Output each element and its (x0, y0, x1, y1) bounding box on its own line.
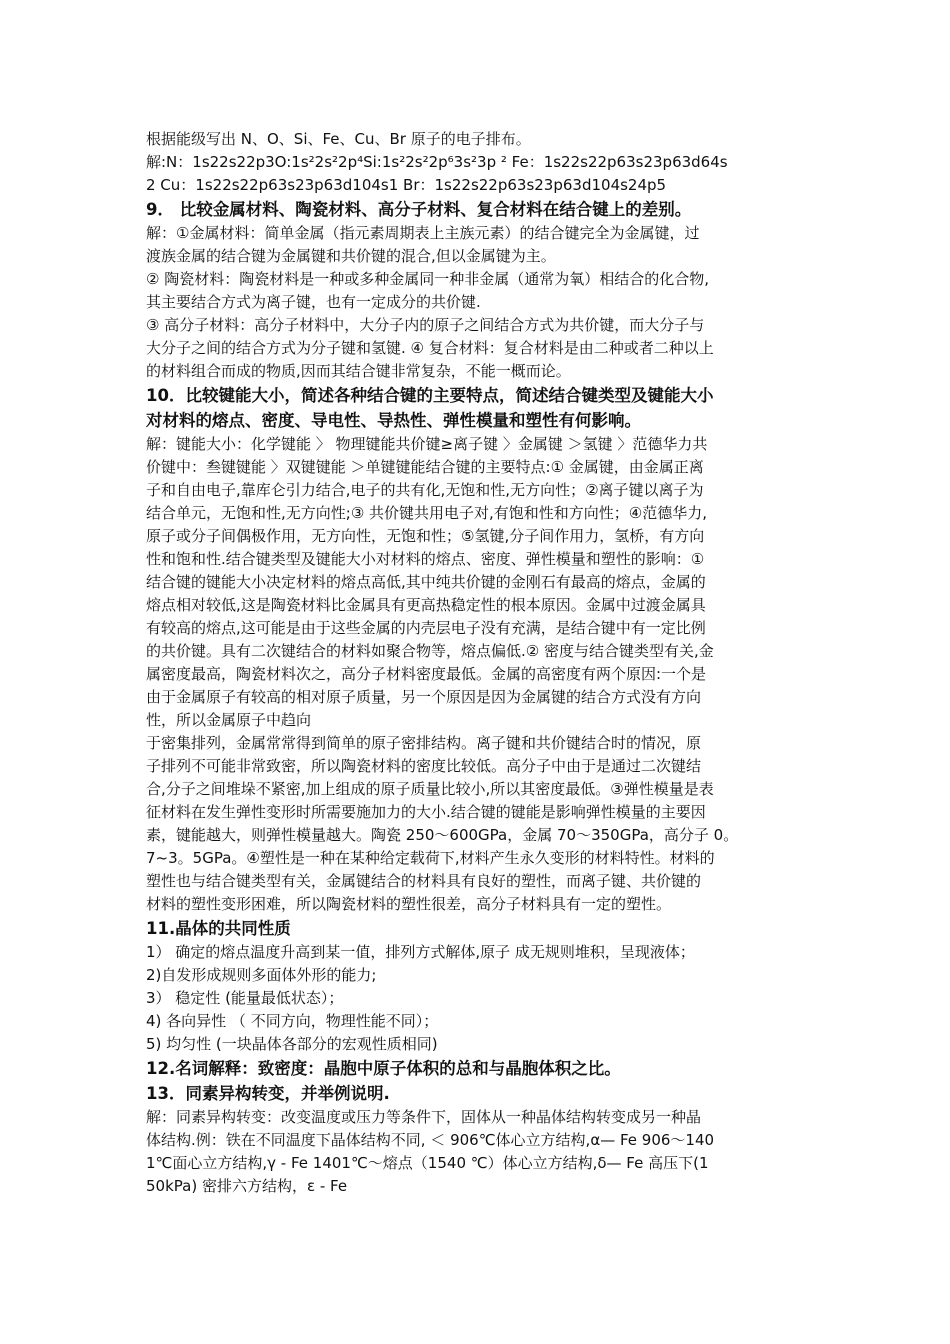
text-line: 根据能级写出 N、O、Si、Fe、Cu、Br 原子的电子排布。 (146, 130, 531, 148)
text-line: 子和自由电子,靠库仑引力结合,电子的共有化,无饱和性,无方向性；②离子键以离子为 (146, 481, 704, 499)
text-line: 的材料组合而成的物质,因而其结合键非常复杂，不能一概而论。 (146, 362, 571, 380)
section-heading: 12.名词解释：致密度：晶胞中原子体积的总和与晶胞体积之比。 (146, 1059, 621, 1078)
text-line: 体结构.例：铁在不同温度下晶体结构不同, ＜ 906℃体心立方结构,α— Fe 906～140 (146, 1131, 715, 1149)
text-line: 1℃面心立方结构,γ - Fe 1401℃～熔点（1540 ℃）体心立方结构,δ— Fe 高压下(1 (146, 1154, 709, 1172)
section-heading: 11.晶体的共同性质 (146, 919, 291, 938)
text-line: 解:N：1s22s22p3O:1s²2s²2p⁴Si:1s²2s²2p⁶3s²3p ² Fe：1s22s22p63s23p63d64s (146, 153, 728, 171)
text-line: 有较高的熔点,这可能是由于这些金属的内壳层电子没有充满，是结合键中有一定比例 (146, 619, 706, 637)
text-line: 解：同素异构转变：改变温度或压力等条件下，固体从一种晶体结构转变成另一种晶 (146, 1108, 702, 1126)
text-line: ② 陶瓷材料：陶瓷材料是一种或多种金属同一种非金属（通常为氧）相结合的化合物, (146, 270, 709, 288)
text-line: 性，所以金属原子中趋向 (146, 711, 312, 729)
section-heading: 13．同素异构转变，并举例说明. (146, 1084, 390, 1103)
text-line: 材料的塑性变形困难，所以陶瓷材料的塑性很差，高分子材料具有一定的塑性。 (146, 895, 672, 913)
text-line: 5) 均匀性 (一块晶体各部分的宏观性质相同) (146, 1035, 438, 1053)
text-line: 大分子之间的结合方式为分子键和氢键. ④ 复合材料：复合材料是由二种或者二种以上 (146, 339, 714, 357)
text-line: 解：①金属材料：简单金属（指元素周期表上主族元素）的结合键完全为金属键，过 (146, 224, 700, 242)
text-line: 性和饱和性.结合键类型及键能大小对材料的熔点、密度、弹性模量和塑性的影响：① (146, 550, 705, 568)
section-heading: 10．比较键能大小，简述各种结合键的主要特点，简述结合键类型及键能大小 (146, 386, 714, 405)
text-line: 合,分子之间堆垛不紧密,加上组成的原子质量比较小,所以其密度最低。③弹性模量是表 (146, 780, 714, 798)
text-line: 渡族金属的结合键为金属键和共价键的混合,但以金属键为主。 (146, 247, 556, 265)
text-line: 征材料在发生弹性变形时所需要施加力的大小.结合键的键能是影响弹性模量的主要因 (146, 803, 706, 821)
text-line: 塑性也与结合键类型有关，金属键结合的材料具有良好的塑性，而离子键、共价键的 (146, 872, 702, 890)
text-line: 2)自发形成规则多面体外形的能力; (146, 966, 377, 984)
text-line: ③ 高分子材料：高分子材料中，大分子内的原子之间结合方式为共价键，而大分子与 (146, 316, 705, 334)
section-heading: 对材料的熔点、密度、导电性、导热性、弹性模量和塑性有何影响。 (146, 411, 641, 430)
text-line: 7~3。5GPa。④塑性是一种在某种给定载荷下,材料产生永久变形的材料特性。材料的 (146, 849, 715, 867)
text-line: 子排列不可能非常致密，所以陶瓷材料的密度比较低。高分子中由于是通过二次键结 (146, 757, 702, 775)
text-line: 属密度最高，陶瓷材料次之，高分子材料密度最低。金属的高密度有两个原因:一个是 (146, 665, 707, 683)
text-line: 素，键能越大，则弹性模量越大。陶瓷 250～600GPa，金属 70～350GPa，高分子 0。 (146, 826, 739, 844)
text-line: 熔点相对较低,这是陶瓷材料比金属具有更高热稳定性的根本原因。金属中过渡金属具 (146, 596, 706, 614)
text-line: 50kPa) 密排六方结构，ε - Fe (146, 1177, 348, 1195)
text-line: 结合单元，无饱和性,无方向性;③ 共价键共用电子对,有饱和性和方向性；④范德华力, (146, 504, 708, 522)
text-line: 4) 各向异性 （ 不同方向，物理性能不同）； (146, 1012, 439, 1030)
text-line: 结合键的键能大小决定材料的熔点高低,其中纯共价键的金刚石有最高的熔点，金属的 (146, 573, 706, 591)
section-heading: 9． 比较金属材料、陶瓷材料、高分子材料、复合材料在结合键上的差别。 (146, 200, 692, 219)
text-line: 1） 确定的熔点温度升高到某一值，排列方式解体,原子 成无规则堆积，呈现液体； (146, 943, 695, 961)
text-line: 3） 稳定性 (能量最低状态）； (146, 989, 344, 1007)
document-body (146, 128, 810, 1198)
text-line: 由于金属原子有较高的相对原子质量，另一个原因是因为金属键的结合方式没有方向 (146, 688, 702, 706)
text-line: 2 Cu：1s22s22p63s23p63d104s1 Br：1s22s22p63s23p63d104s24p5 (146, 176, 667, 194)
text-line: 原子或分子间偶极作用，无方向性，无饱和性；⑤氢键,分子间作用力，氢桥，有方向 (146, 527, 705, 545)
text-line: 的共价键。具有二次键结合的材料如聚合物等，熔点偏低.② 密度与结合键类型有关,金 (146, 642, 714, 660)
text-line: 于密集排列，金属常常得到简单的原子密排结构。离子键和共价键结合时的情况，原 (146, 734, 702, 752)
text-line: 解：键能大小：化学键能 〉 物理键能共价键≥离子键 〉金属键 ＞氢键 〉范德华力共 (146, 435, 708, 453)
text-line: 价键中：叁键键能 〉双键键能 ＞单键键能结合键的主要特点:① 金属键，由金属正离 (146, 458, 704, 476)
text-line: 其主要结合方式为离子键，也有一定成分的共价键. (146, 293, 481, 311)
